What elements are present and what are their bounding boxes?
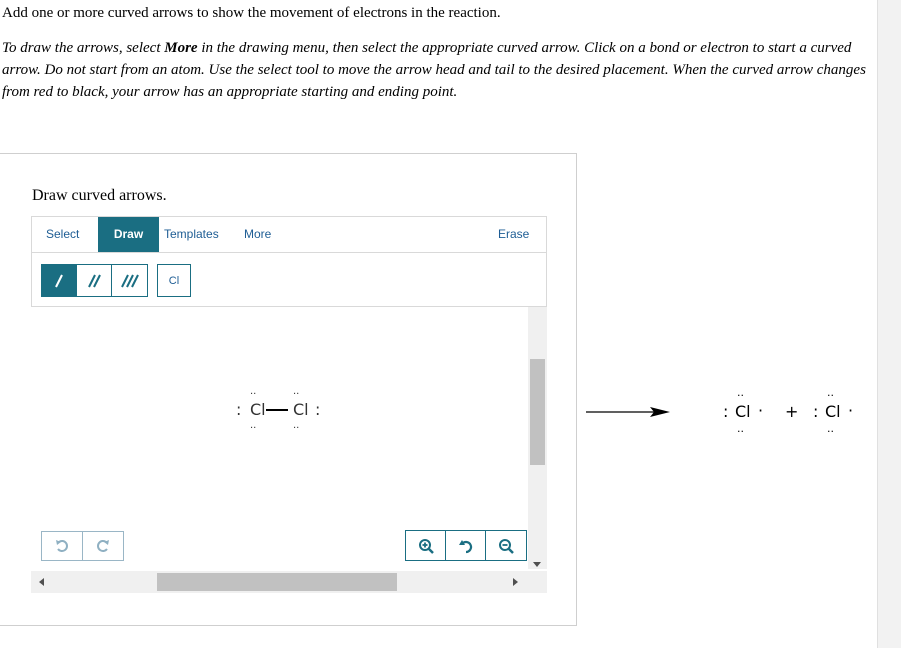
menu-templates[interactable]: Templates — [164, 227, 219, 241]
molecule-dots-bottom-left: ·· — [250, 423, 257, 434]
history-group — [41, 531, 124, 561]
product2-atom: Cl — [825, 402, 841, 421]
undo-icon — [55, 539, 69, 553]
chlorine-atom-button[interactable]: Cl — [157, 264, 191, 297]
menu-more[interactable]: More — [244, 227, 272, 241]
molecule-lone-pair-left: : — [236, 400, 242, 419]
double-bond-button[interactable] — [77, 265, 112, 296]
cl-cl-bond[interactable] — [266, 409, 288, 411]
product2-radical: · — [848, 401, 854, 420]
bond-group — [41, 264, 148, 297]
zoom-in-icon — [418, 538, 434, 554]
zoom-reset-button[interactable] — [446, 531, 486, 560]
zoom-out-icon — [498, 538, 514, 554]
drawing-toolbar — [31, 216, 547, 307]
vertical-scrollbar[interactable] — [528, 307, 547, 569]
zoom-group — [405, 530, 527, 561]
menu-select[interactable]: Select — [46, 227, 80, 241]
zoom-reset-icon — [458, 538, 474, 554]
vertical-scroll-thumb[interactable] — [530, 359, 545, 465]
redo-icon — [96, 539, 110, 553]
molecule-atom-right[interactable]: Cl — [293, 400, 309, 419]
product1-atom: Cl — [735, 402, 751, 421]
scroll-down-icon[interactable] — [533, 562, 541, 567]
redo-button[interactable] — [83, 532, 124, 560]
double-bond-icon — [86, 273, 102, 289]
molecule-atom-left[interactable]: Cl — [250, 400, 266, 419]
plus-sign: + — [785, 402, 799, 421]
molecule-lone-pair-right: : — [315, 400, 321, 419]
triple-bond-icon — [121, 273, 139, 289]
question-prompt: Add one or more curved arrows to show the movement of electrons in the reaction. — [2, 5, 501, 21]
right-rail — [877, 0, 901, 648]
panel-title: Draw curved arrows. — [32, 187, 167, 204]
reaction-arrow — [586, 402, 670, 422]
product2-dots-top: ·· — [827, 389, 834, 402]
product1-radical: · — [758, 401, 764, 420]
horizontal-scrollbar[interactable] — [31, 571, 547, 593]
product1-dots-bottom: ·· — [737, 425, 744, 438]
zoom-in-button[interactable] — [406, 531, 446, 560]
molecule-dots-bottom-right: ·· — [293, 423, 300, 434]
single-bond-button[interactable] — [42, 265, 77, 296]
molecule-dots-top-right: ·· — [293, 389, 300, 400]
question-instructions: To draw the arrows, select More in the drawing menu, then select the appropriate curved arrow. Click on a bond or electron to start a curved arrow. Do not start from an atom. Use the select tool to move the arrow head and tail to the desired placement. When the curved arrow changes from red to black, your arrow has an appropriate starting and ending point. — [2, 40, 866, 100]
product1-lone-pair: : — [723, 402, 729, 421]
menu-draw[interactable]: Draw — [98, 217, 159, 252]
menu-erase[interactable]: Erase — [498, 227, 530, 241]
more-emphasis: More — [164, 40, 198, 56]
zoom-out-button[interactable] — [486, 531, 526, 560]
menu-bar — [32, 217, 546, 253]
scroll-left-icon[interactable] — [39, 578, 44, 586]
triple-bond-button[interactable] — [112, 265, 147, 296]
undo-button[interactable] — [42, 532, 83, 560]
tool-row — [32, 253, 546, 306]
scroll-right-icon[interactable] — [513, 578, 518, 586]
product2-lone-pair: : — [813, 402, 819, 421]
product2-dots-bottom: ·· — [827, 425, 834, 438]
horizontal-scroll-thumb[interactable] — [157, 573, 397, 591]
single-bond-icon — [51, 273, 67, 289]
molecule-dots-top-left: ·· — [250, 389, 257, 400]
product1-dots-top: ·· — [737, 389, 744, 402]
